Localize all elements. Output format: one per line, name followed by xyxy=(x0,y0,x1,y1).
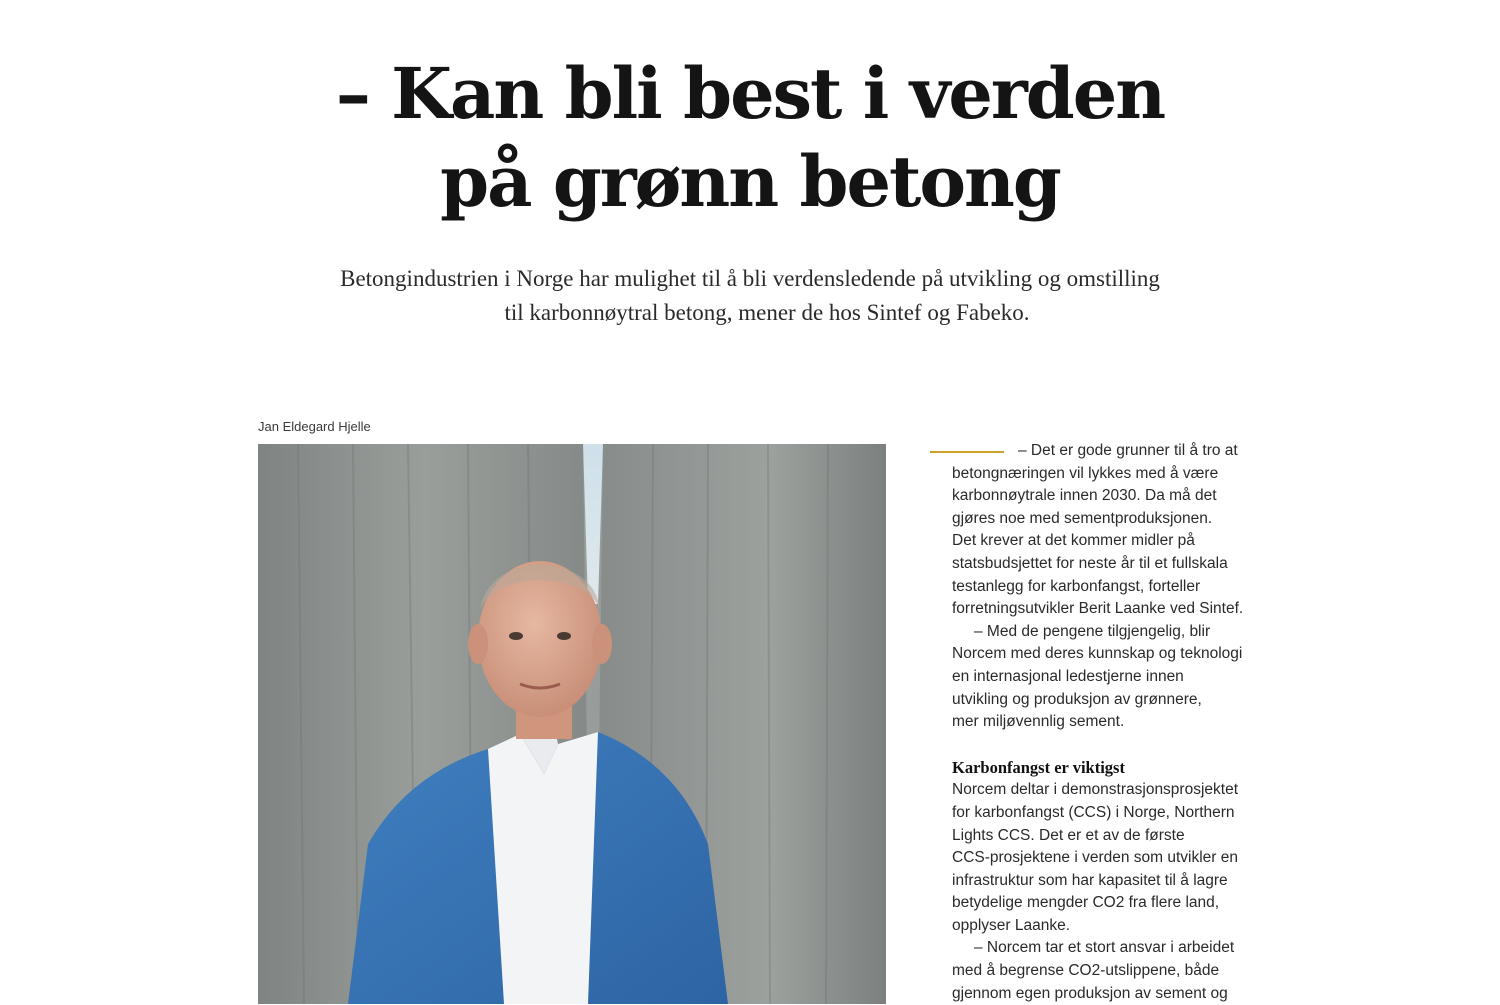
portrait-photo xyxy=(258,444,886,1004)
body-line: statsbudsjettet for neste år til et fullskala xyxy=(952,554,1228,572)
lead-line-1: Betongindustrien i Norge har mulighet til å bli verdensledende på utvikling og omstilling xyxy=(340,266,1160,291)
body-line: betydelige mengder CO2 fra flere land, xyxy=(952,894,1220,912)
body-line: betongnæringen vil lykkes med å være xyxy=(952,464,1219,482)
body-line: en internasjonal ledestjerne innen xyxy=(952,667,1184,685)
paragraph-1 xyxy=(952,440,1282,621)
body-line: karbonnøytrale innen 2030. Da må det xyxy=(952,487,1217,505)
paragraph-4 xyxy=(952,937,1282,1005)
lead-paragraph xyxy=(0,262,1500,330)
body-line: – Det er gode grunner til å tro at xyxy=(1018,442,1238,459)
body-line: Norcem deltar i demonstrasjonsprosjektet xyxy=(952,781,1239,799)
headline-line-2: på grønn betong xyxy=(440,140,1060,223)
body-line: testanlegg for karbonfangst, forteller xyxy=(952,577,1201,595)
lead-line-2: til karbonnøytral betong, mener de hos Sintef og Fabeko. xyxy=(504,300,1030,325)
body-line: for karbonfangst (CCS) i Norge, Northern xyxy=(952,803,1235,821)
body-line: opplyser Laanke. xyxy=(952,916,1071,934)
body-line: mer miljøvennlig sement. xyxy=(952,713,1125,731)
article-body xyxy=(952,440,1282,1005)
body-line: Norcem med deres kunnskap og teknologi xyxy=(952,645,1243,663)
body-line: gjennom egen produksjon av sement og xyxy=(952,984,1228,1002)
body-line: – Norcem tar et stort ansvar i arbeidet xyxy=(974,939,1235,957)
body-line: Det krever at det kommer midler på xyxy=(952,532,1195,550)
headline xyxy=(0,50,1500,226)
body-line: – Med de pengene tilgjengelig, blir xyxy=(974,622,1211,640)
photo-credit: Jan Eldegard Hjelle xyxy=(258,419,371,434)
body-line: forretningsutvikler Berit Laanke ved Sintef. xyxy=(952,600,1244,618)
subheading: Karbonfangst er viktigst xyxy=(952,757,1125,777)
body-line: Lights CCS. Det er et av de første xyxy=(952,826,1185,844)
body-line: infrastruktur som har kapasitet til å lagre xyxy=(952,871,1228,889)
paragraph-2 xyxy=(952,621,1282,734)
body-line: gjøres noe med sementproduksjonen. xyxy=(952,509,1213,527)
headline-line-1: – Kan bli best i verden xyxy=(335,52,1165,135)
portrait-illustration xyxy=(258,444,886,1004)
body-line: utvikling og produksjon av grønnere, xyxy=(952,690,1202,708)
body-line: med å begrense CO2-utslippene, både xyxy=(952,962,1220,980)
body-line: CCS-prosjektene i verden som utvikler en xyxy=(952,849,1239,867)
paragraph-3 xyxy=(952,779,1282,937)
